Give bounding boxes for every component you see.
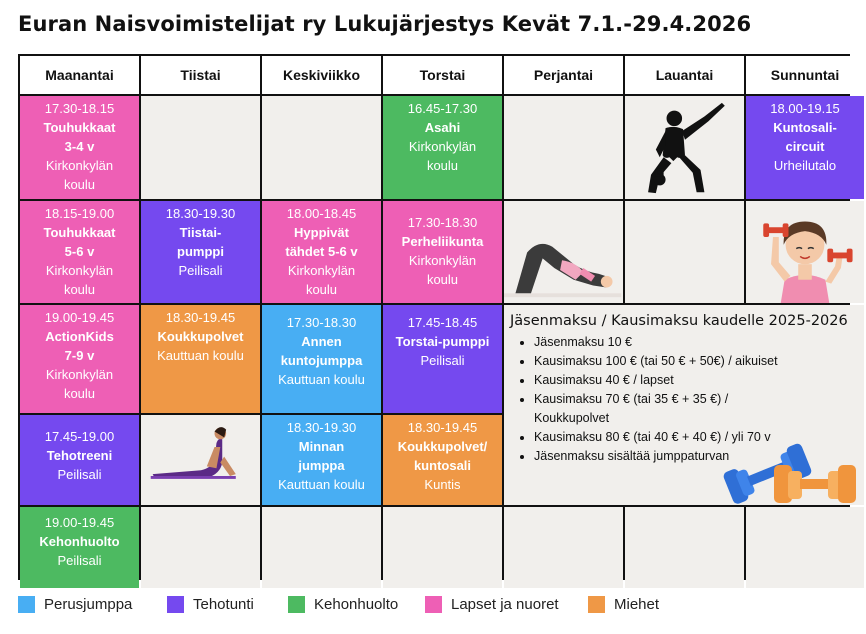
class-name: Koukkupolvet [157, 329, 244, 344]
fees-title: Jäsenmaksu / Kausimaksu kaudelle 2025-2026 [510, 313, 848, 329]
class-location: Kirkonkylän [408, 253, 477, 268]
day-header-friday: Perjantai [504, 56, 623, 94]
class-name: Tiistai- [179, 225, 222, 240]
empty-cell [262, 96, 381, 199]
empty-cell [383, 507, 502, 588]
fee-item: Koukkupolvet [534, 411, 610, 425]
class-cell [141, 201, 260, 303]
kettlebell-athlete-icon [625, 99, 744, 199]
empty-cell [504, 96, 623, 199]
empty-cell [746, 507, 864, 588]
page-title: Euran Naisvoimistelijat ry Lukujärjestys Kevät 7.1.-29.4.2026 [18, 12, 752, 36]
class-name: ActionKids [45, 329, 114, 344]
class-time: 18.30-19.45 [407, 420, 478, 435]
legend-label: Miehet [614, 596, 660, 613]
class-cell [746, 96, 864, 199]
legend-swatch [288, 596, 305, 613]
class-name: circuit [785, 139, 825, 154]
empty-cell [504, 507, 623, 588]
class-time: 18.30-19.45 [165, 310, 236, 325]
legend-item-lapset-ja-nuoret [425, 596, 559, 613]
class-location: Kirkonkylän [45, 263, 114, 278]
legend-item-tehotunti [167, 596, 254, 613]
class-location: Kirkonkylän [287, 263, 356, 278]
legend-swatch [167, 596, 184, 613]
class-name: Kuntosali- [773, 120, 837, 135]
class-location: Kauttuan koulu [278, 477, 365, 492]
class-time: 17.45-18.45 [407, 315, 478, 330]
image-cell [504, 201, 623, 303]
class-name: kuntojumppa [280, 353, 363, 368]
class-name: Minnan [298, 439, 345, 454]
class-name: Asahi [424, 120, 461, 135]
class-name: Touhukkaat [43, 225, 116, 240]
class-cell [383, 415, 502, 505]
class-location: koulu [63, 282, 96, 297]
class-name: 5-6 v [64, 244, 95, 259]
dumbbells-icon [716, 435, 856, 505]
empty-cell [625, 201, 744, 303]
class-time: 18.30-19.30 [165, 206, 236, 221]
legend [18, 596, 858, 618]
class-location: koulu [305, 282, 338, 297]
legend-label: Tehotunti [193, 596, 254, 613]
class-time: 17.45-19.00 [44, 429, 115, 444]
class-location: koulu [63, 386, 96, 401]
class-time: 19.00-19.45 [44, 515, 115, 530]
class-location: koulu [426, 272, 459, 287]
class-cell [383, 96, 502, 199]
empty-cell [141, 507, 260, 588]
empty-cell [625, 507, 744, 588]
legend-swatch [588, 596, 605, 613]
class-name: Koukkupolvet/ [397, 439, 488, 454]
image-cell [625, 96, 744, 199]
class-cell [20, 96, 139, 199]
image-cell [746, 201, 864, 303]
legend-item-miehet [588, 596, 659, 613]
class-location: Peilisali [178, 263, 223, 278]
yoga-cobra-icon [141, 418, 260, 505]
class-location: Peilisali [57, 467, 102, 482]
empty-cell [262, 507, 381, 588]
class-cell [383, 201, 502, 303]
class-name: kuntosali [413, 458, 472, 473]
class-cell [383, 305, 502, 413]
class-name: 3-4 v [64, 139, 95, 154]
schedule-grid [18, 54, 850, 580]
class-time: 18.00-19.15 [770, 101, 840, 116]
fee-item: • Kausimaksu 100 € (tai 50 € + 50€) / aikuiset [534, 352, 778, 371]
legend-label: Perusjumppa [44, 596, 133, 613]
fee-item: • Jäsenmaksu sisältää jumppaturvan [534, 447, 778, 466]
class-location: Kauttuan koulu [157, 348, 244, 363]
class-location: Kirkonkylän [408, 139, 477, 154]
day-header-tuesday: Tiistai [141, 56, 260, 94]
class-location: Kuntis [424, 477, 461, 492]
class-location: koulu [426, 158, 459, 173]
class-name: Perheliikunta [401, 234, 484, 249]
class-location: Kauttuan koulu [278, 372, 365, 387]
class-name: tähdet 5-6 v [285, 244, 358, 259]
class-time: 19.00-19.45 [44, 310, 115, 325]
class-name: Hyppivät [294, 225, 349, 240]
day-header-sunday: Sunnuntai [746, 56, 864, 94]
class-cell [262, 201, 381, 303]
class-name: Annen [301, 334, 342, 349]
legend-label: Lapset ja nuoret [451, 596, 559, 613]
class-cell [20, 305, 139, 413]
class-name: Touhukkaat [43, 120, 116, 135]
class-location: Kirkonkylän [45, 367, 114, 382]
class-location: Urheilutalo [773, 158, 837, 173]
class-time: 18.00-18.45 [286, 206, 357, 221]
glute-bridge-icon [504, 204, 623, 303]
class-location: Kirkonkylän [45, 158, 114, 173]
day-header-thursday: Torstai [383, 56, 502, 94]
day-header-monday: Maanantai [20, 56, 139, 94]
legend-label: Kehonhuolto [314, 596, 399, 613]
class-location: Peilisali [57, 553, 102, 568]
fees-panel [504, 305, 864, 505]
dumbbell-woman-icon [746, 204, 864, 303]
class-name: Kehonhuolto [39, 534, 120, 549]
fee-item: • Kausimaksu 40 € / lapset [534, 371, 778, 390]
class-time: 17.30-18.30 [407, 215, 478, 230]
class-name: Tehotreeni [46, 448, 113, 463]
class-cell [20, 507, 139, 588]
class-cell [20, 201, 139, 303]
class-time: 17.30-18.30 [286, 315, 357, 330]
class-cell [262, 305, 381, 413]
fee-item: • Jäsenmaksu 10 € [534, 333, 778, 352]
image-cell [141, 415, 260, 505]
class-time: 18.30-19.30 [286, 420, 357, 435]
day-header-wednesday: Keskiviikko [262, 56, 381, 94]
fee-item: • Kausimaksu 80 € (tai 40 € + 40 €) / yli 70 v [534, 428, 778, 447]
class-location: koulu [63, 177, 96, 192]
class-cell [262, 415, 381, 505]
class-name: 7-9 v [64, 348, 95, 363]
class-cell [20, 415, 139, 505]
class-cell [141, 305, 260, 413]
class-time: 17.30-18.15 [44, 101, 115, 116]
legend-item-kehonhuolto [288, 596, 398, 613]
legend-swatch [18, 596, 35, 613]
class-name: pumppi [177, 244, 224, 259]
class-time: 16.45-17.30 [407, 101, 478, 116]
class-name: jumppa [298, 458, 345, 473]
class-location: Peilisali [420, 353, 465, 368]
class-name: Torstai-pumppi [395, 334, 490, 349]
legend-swatch [425, 596, 442, 613]
fee-item: • Kausimaksu 70 € (tai 35 € + 35 €) / [534, 390, 778, 409]
legend-item-perusjumppa [18, 596, 132, 613]
class-time: 18.15-19.00 [44, 206, 115, 221]
day-header-saturday: Lauantai [625, 56, 744, 94]
empty-cell [141, 96, 260, 199]
